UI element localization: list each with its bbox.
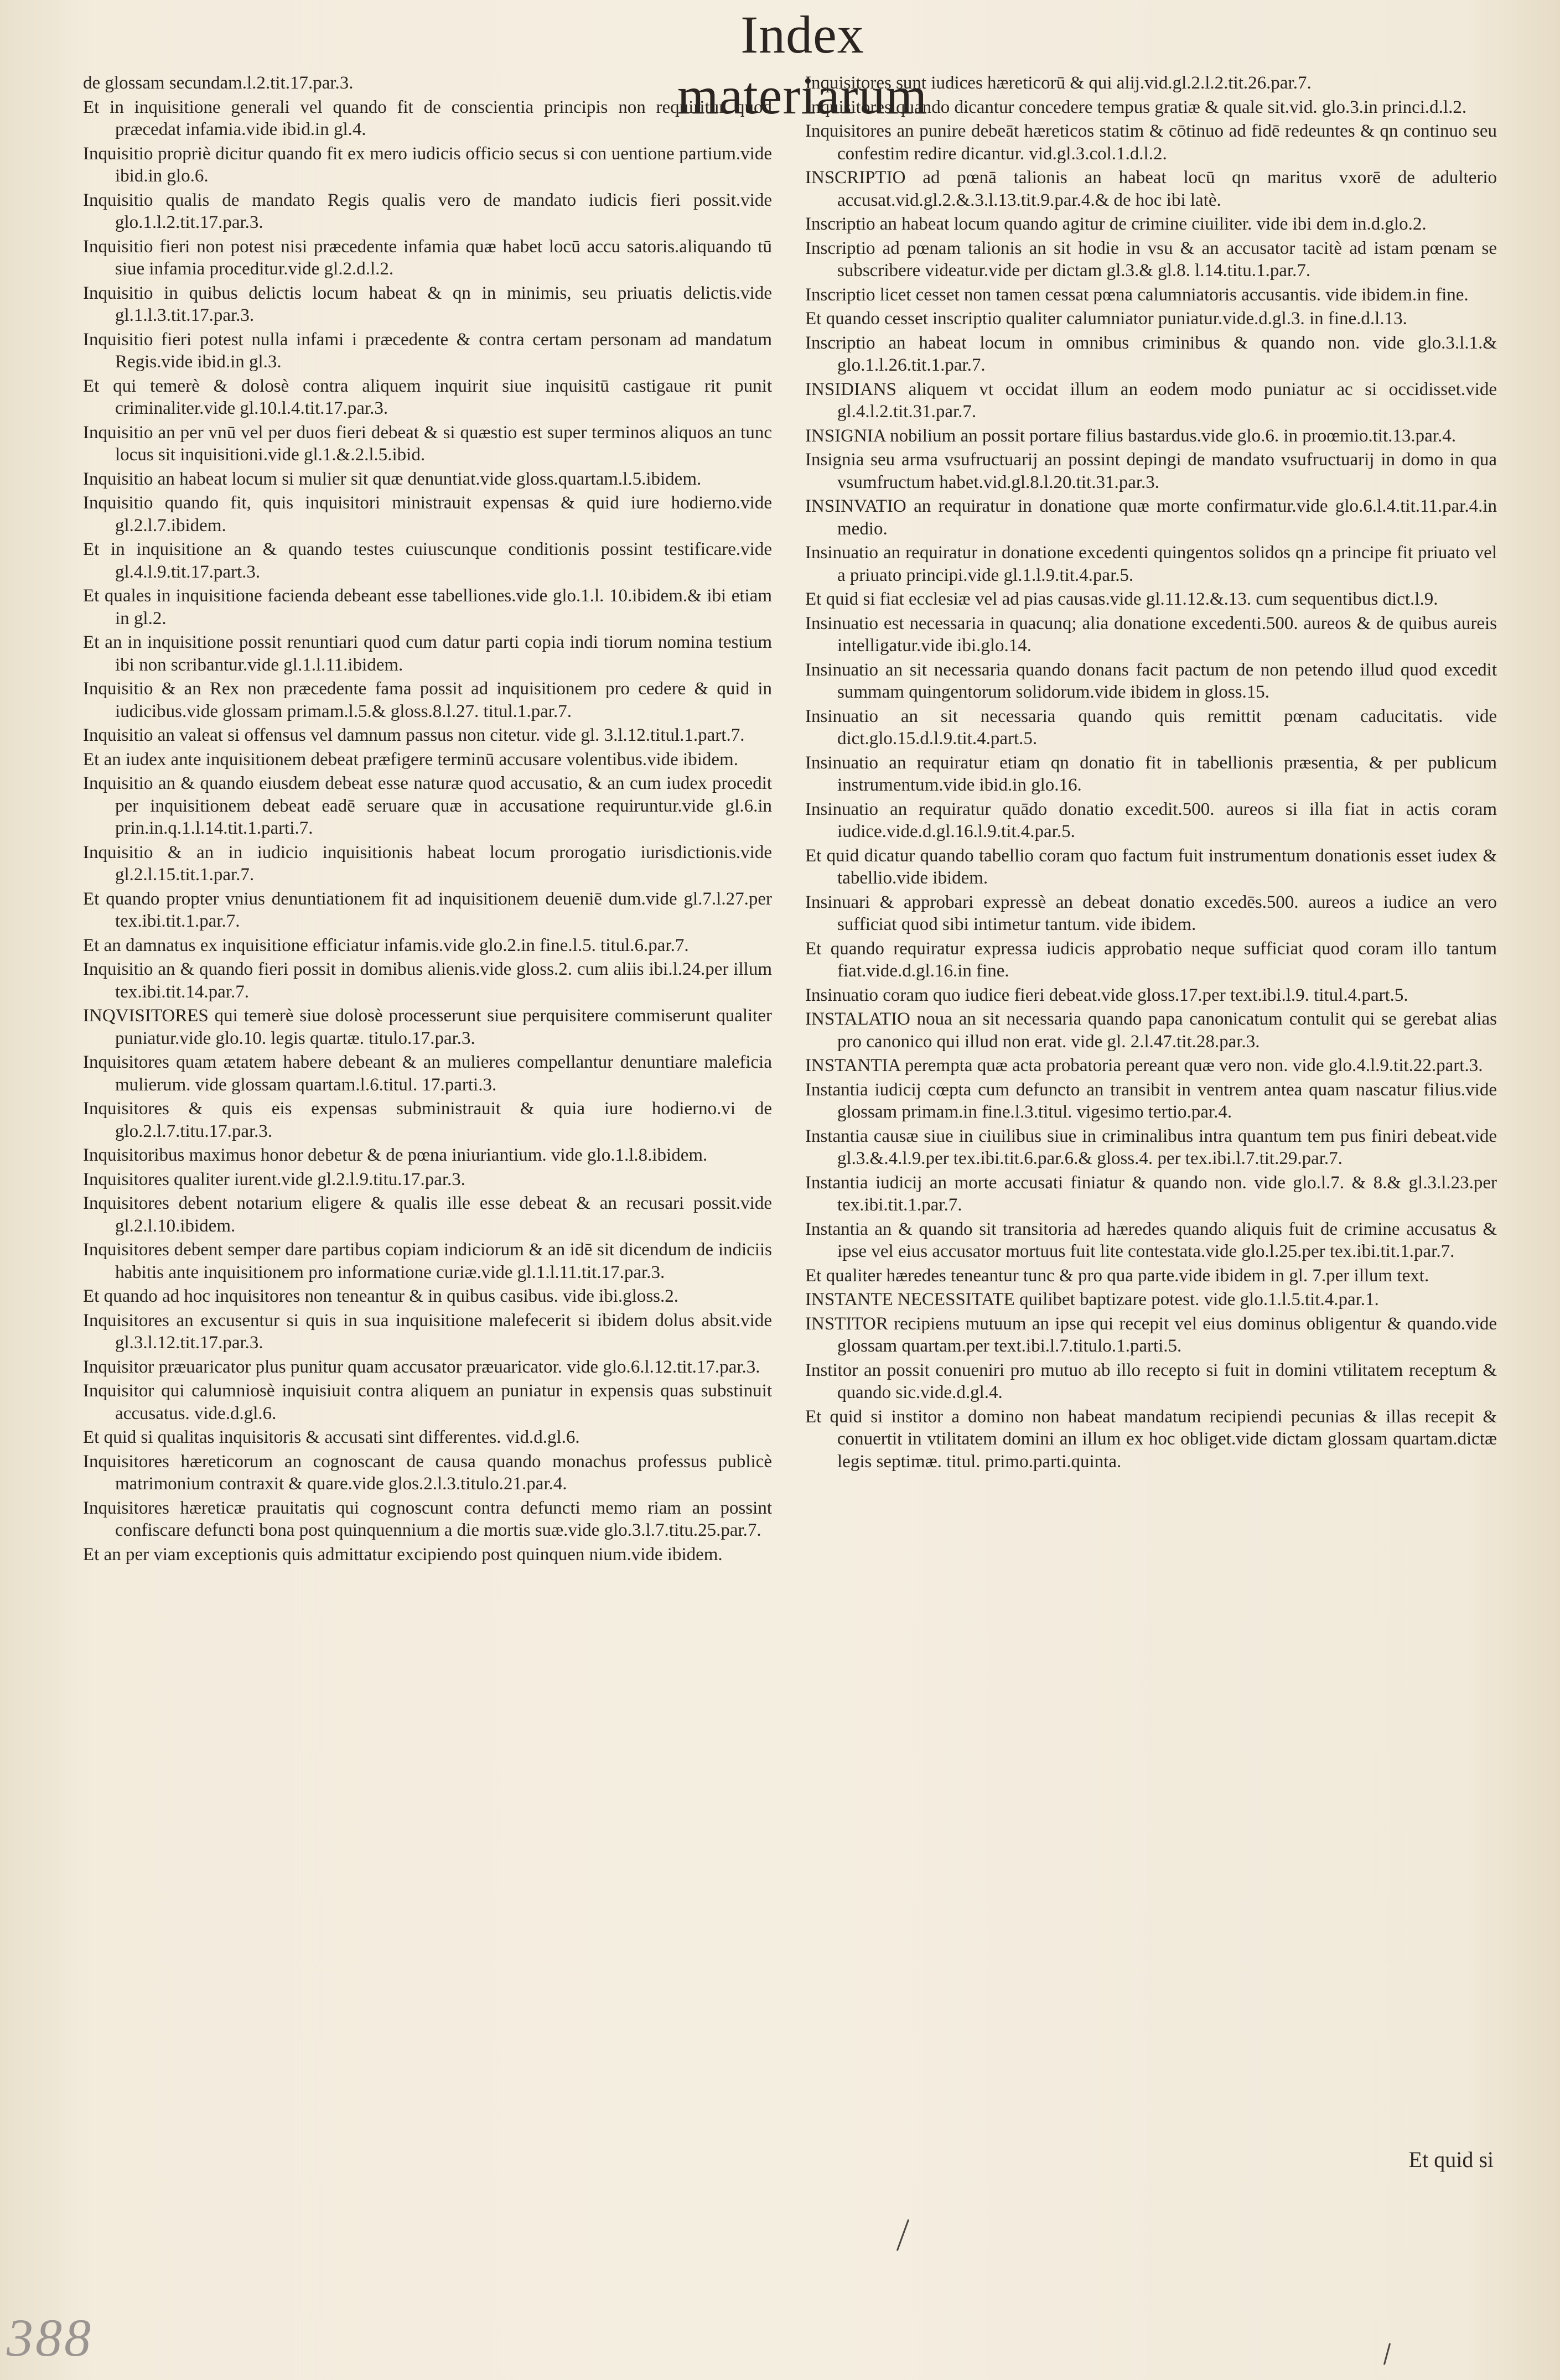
index-entry: INSINVATIO an requiratur in donatione quæ morte confirmatur.vide glo.6.l.4.tit.11.par.4.in medio.	[805, 496, 1497, 539]
index-entry: Inquisitio an & quando fieri possit in domibus alienis.vide gloss.2. cum aliis ibi.l.24.per illum tex.ibi.tit.14.par.7.	[83, 959, 772, 1002]
index-entry: INSIGNIA nobilium an possit portare filius bastardus.vide glo.6. in proœmio.tit.13.par.4.	[805, 425, 1456, 446]
catchword: Et quid si	[1408, 2147, 1494, 2172]
index-entry: Et an iudex ante inquisitionem debeat præfigere terminū accusare volentibus.vide ibidem.	[83, 749, 738, 770]
index-entry: Inquisitores debent semper dare partibus copiam indiciorum & an idē sit dicendum de indiciis habitis ante inquisitionem pro informatione curiæ.vide gl.1.l.11.tit.17.par.3.	[83, 1240, 772, 1282]
index-entry: Inquisitores quando dicantur concedere tempus gratiæ & quale sit.vid. glo.3.in princi.d.l.2.	[805, 97, 1467, 117]
index-entry: Et in inquisitione an & quando testes cuiuscunque conditionis possint testificare.vide gl.4.l.9.tit.17.part.3.	[83, 539, 772, 582]
index-entry: Inquisitores an excusentur si quis in sua inquisitione malefecerit si ibidem dolus absit.vide gl.3.l.12.tit.17.par.3.	[83, 1310, 772, 1353]
index-entry: Insignia seu arma vsufructuarij an possint depingi de mandato vsufructuarij in domo in qua vsumfructum habet.vid.gl.8.l.20.tit.31.par.3.	[805, 450, 1497, 492]
index-entry: Insinuatio an sit necessaria quando donans facit pactum de non petendo illud quod excedit summam quingentorum solidorum.vide ibidem in gloss.15.	[805, 659, 1497, 702]
index-entry: INQVISITORES qui temerè siue dolosè processerunt siue perquisitere commiserunt qualiter puniatur.vide glo.10. legis quartæ. titulo.17.par.3.	[83, 1006, 772, 1048]
index-entry: Et quales in inquisitione facienda debeant esse tabelliones.vide glo.1.l. 10.ibidem.& ibi etiam in gl.2.	[83, 586, 772, 628]
index-entry: Inquisitores & quis eis expensas subministrauit & quia iure hodierno.vi de glo.2.l.7.titu.17.par.3.	[83, 1099, 772, 1141]
index-entry: INSCRIPTIO ad pœnā talionis an habeat locū qn maritus vxorē de adulterio accusat.vid.gl.2.&.3.l.13.tit.9.par.4.& de hoc ibi latè.	[805, 168, 1497, 210]
index-entry: INSIDIANS aliquem vt occidat illum an eodem modo puniatur ac si occidisset.vide gl.4.l.2.tit.31.par.7.	[805, 379, 1497, 422]
index-entry: Inquisitores debent notarium eligere & qualis ille esse debeat & an recusari possit.vide gl.2.l.10.ibidem.	[83, 1193, 772, 1236]
index-entry: Instantia iudicij cœpta cum defuncto an transibit in ventrem antea quam nascatur filius.vide glossam primam.in fine.l.3.titul. vigesimo tertio.par.4.	[805, 1079, 1497, 1122]
index-entry: Instantia causæ siue in ciuilibus siue in criminalibus intra quantum tem pus finiri debeat.vide gl.3.&.4.l.9.per tex.ibi.tit.6.par.6.& gloss.4. per tex.ibi.l.7.tit.29.par.7.	[805, 1126, 1497, 1168]
index-entry: Insinuatio an requiratur etiam qn donatio fit in tabellionis præsentia, & per publicum instrumentum.vide ibid.in glo.16.	[805, 752, 1497, 795]
index-entry: Inquisitor præuaricator plus punitur quam accusator præuaricator. vide glo.6.l.12.tit.17.par.3.	[83, 1357, 760, 1377]
index-entry: Inquisitio fieri potest nulla infami i præcedente & contra certam personam ad mandatum Regis.vide ibid.in gl.3.	[83, 329, 772, 372]
index-entry: Et quando cesset inscriptio qualiter calumniator puniatur.vide.d.gl.3. in fine.d.l.13.	[805, 309, 1407, 329]
index-entry: Et quando ad hoc inquisitores non teneantur & in quibus casibus. vide ibi.gloss.2.	[83, 1286, 679, 1306]
index-entry: Et quid si institor a domino non habeat mandatum recipiendi pecunias & illas recepit & conuertit in vtilitatem domini an illum ex hoc obliget.vide dictam glossam quartam.dictæ legis septimæ. titul. primo.parti.quinta.	[805, 1406, 1497, 1472]
index-entry: Et an per viam exceptionis quis admittatur excipiendo post quinquen nium.vide ibidem.	[83, 1544, 723, 1565]
index-entry: Inquisitores hæreticorum an cognoscant de causa quando monachus professus publicè matrimonium contraxit & quare.vide glos.2.l.3.titulo.21.par.4.	[83, 1451, 772, 1494]
index-entry: Inquisitor qui calumniosè inquisiuit contra aliquem an puniatur in expensis quas substinuit accusatus. vide.d.gl.6.	[83, 1381, 772, 1423]
index-entry: Et quid si fiat ecclesiæ vel ad pias causas.vide gl.11.12.&.13. cum sequentibus dict.l.9.	[805, 589, 1438, 609]
index-entry: Inquisitio qualis de mandato Regis qualis vero de mandato iudicis fieri possit.vide glo.1.l.2.tit.17.par.3.	[83, 190, 772, 232]
index-entry: Inquisitio an & quando eiusdem debeat esse naturæ quod accusatio, & an cum iudex procedit per inquisitionem debeat eadē seruare quæ in accusatione requiruntur.vide gl.6.in prin.in.q.1.l.14.tit.1.parti.7.	[83, 773, 772, 838]
index-entry: Insinuatio coram quo iudice fieri debeat.vide gloss.17.per text.ibi.l.9. titul.4.part.5.	[805, 985, 1408, 1005]
index-entry: Inquisitores quam ætatem habere debeant & an mulieres compellantur denuntiare maleficia mulierum. vide glossam quartam.l.6.titul. 17.parti.3.	[83, 1052, 772, 1095]
index-entry: Et an in inquisitione possit renuntiari quod cum datur parti copia indi tiorum nomina testium ibi non scribantur.vide gl.1.l.11.ibidem.	[83, 632, 772, 675]
index-entry: Insinuatio an sit necessaria quando quis remittit pœnam caducitatis. vide dict.glo.15.d.l.9.tit.4.part.5.	[805, 706, 1497, 749]
index-entry: Inquisitio an valeat si offensus vel damnum passus non citetur. vide gl. 3.l.12.titul.1.part.7.	[83, 725, 745, 745]
index-entry: Et an damnatus ex inquisitione efficiatur infamis.vide glo.2.in fine.l.5. titul.6.par.7.	[83, 935, 689, 955]
index-entry: Et quando requiratur expressa iudicis approbatio neque sufficiat quod coram illo tantum fiat.vide.d.gl.16.in fine.	[805, 938, 1497, 981]
index-entry: Et in inquisitione generali vel quando fit de conscientia principis non requiritur quod præcedat infamia.vide ibid.in gl.4.	[83, 97, 772, 139]
index-entry: Insinuari & approbari expressè an debeat donatio excedēs.500. aureos a iudice an vero sufficiat quod sibi intimetur tantum. vide ibidem.	[805, 892, 1497, 934]
index-entry: Et quid si qualitas inquisitoris & accusati sint differentes. vid.d.gl.6.	[83, 1427, 580, 1447]
index-entry: Inquisitores an punire debeāt hæreticos statim & cōtinuo ad fidē redeuntes & qn continuo seu confestim redire dicantur. vid.gl.3.col.1.d.l.2.	[805, 121, 1497, 164]
index-entry: Inquisitio & an Rex non præcedente fama possit ad inquisitionem pro cedere & quid in iudicibus.vide glossam primam.l.5.& gloss.8.l.27. titul.1.par.7.	[83, 679, 772, 721]
page-title: Index materiarum	[677, 5, 928, 125]
handwritten-folio-number: 388	[7, 2308, 93, 2367]
index-entry: Insinuatio an requiratur in donatione excedenti quingentos solidos qn a principe fit priuato vel a priuato principi.vide gl.1.l.9.tit.4.par.5.	[805, 543, 1497, 585]
index-entry: Insinuatio an requiratur quādo donatio excedit.500. aureos si illa fiat in actis coram iudice.vide.d.gl.16.l.9.tit.4.par.5.	[805, 799, 1497, 841]
index-entry: Inscriptio licet cesset non tamen cessat pœna calumniatoris accusantis. vide ibidem.in fine.	[805, 284, 1469, 305]
index-entry: Institor an possit conueniri pro mutuo ab illo recepto si fuit in domini vtilitatem receptum & quando sic.vide.d.gl.4.	[805, 1360, 1497, 1402]
index-entry: INSTANTIA perempta quæ acta probatoria pereant quæ vero non. vide glo.4.l.9.tit.22.part.3.	[805, 1056, 1483, 1075]
index-entry: Inquisitores sunt iudices hæreticorū & qui alij.vid.gl.2.l.2.tit.26.par.7.	[805, 73, 1312, 93]
index-entry: INSTANTE NECESSITATE quilibet baptizare potest. vide glo.1.l.5.tit.4.par.1.	[805, 1290, 1379, 1309]
index-entry: Inquisitoribus maximus honor debetur & de pœna iniuriantium. vide glo.1.l.8.ibidem.	[83, 1145, 708, 1165]
index-entry: Instantia iudicij an morte accusati finiatur & quando non. vide glo.l.7. & 8.& gl.3.l.23.per tex.ibi.tit.1.par.7.	[805, 1172, 1497, 1215]
index-entry: Inquisitio propriè dicitur quando fit ex mero iudicis officio secus si con uentione partium.vide ibid.in glo.6.	[83, 143, 772, 186]
ink-stroke-mark	[1383, 2343, 1391, 2365]
index-entry: Inquisitio an habeat locum si mulier sit quæ denuntiat.vide gloss.quartam.l.5.ibidem.	[83, 469, 702, 489]
index-entry: Inquisitores qualiter iurent.vide gl.2.l.9.titu.17.par.3.	[83, 1169, 466, 1189]
index-entry: Inquisitio an per vnū vel per duos fieri debeat & si quæstio est super terminos aliquos an tunc locus sit inquisitioni.vide gl.1.&.2.l.5.ibid.	[83, 422, 772, 465]
index-entry: Instantia an & quando sit transitoria ad hæredes quando aliquis fuit de crimine accusatus & ipse vel eius accusator mortuus fuit lite contestata.vide glo.l.25.per tex.ibi.tit.1.par.7.	[805, 1219, 1497, 1261]
index-entry: de glossam secundam.l.2.tit.17.par.3.	[83, 73, 354, 93]
index-entry: Inscriptio ad pœnam talionis an sit hodie in vsu & an accusator tacitè ad istam pœnam se subscribere videatur.vide per dictam gl.3.& gl.8. l.14.titu.1.par.7.	[805, 238, 1497, 280]
index-entry: INSTITOR recipiens mutuum an ipse qui recepit vel eius dominus obligentur & quando.vide glossam quartam.per text.ibi.l.7.titulo.1.parti.5.	[805, 1313, 1497, 1356]
index-entry: Inquisitio quando fit, quis inquisitori ministrauit expensas & quid iure hodierno.vide gl.2.l.7.ibidem.	[83, 493, 772, 536]
index-entry: Inquisitores hæreticæ prauitatis qui cognoscunt contra defuncti memo riam an possint confiscare defuncti bona post quinquennium a die mortis suæ.vide glo.3.l.7.titu.25.par.7.	[83, 1498, 772, 1540]
right-column	[805, 72, 1497, 1474]
index-entry: Insinuatio est necessaria in quacunq; alia donatione excedenti.500. aureos & de quibus aureis intelligatur.vide ibi.glo.14.	[805, 613, 1497, 656]
ink-stroke-mark	[896, 2219, 909, 2251]
index-entry: Inquisitio in quibus delictis locum habeat & qn in minimis, seu priuatis delictis.vide gl.1.l.3.tit.17.par.3.	[83, 283, 772, 325]
index-entry: Et qualiter hæredes teneantur tunc & pro qua parte.vide ibidem in gl. 7.per illum text.	[805, 1265, 1429, 1286]
left-column	[83, 72, 772, 1567]
index-entry: Inscriptio an habeat locum in omnibus criminibus & quando non. vide glo.3.l.1.& glo.1.l.26.tit.1.par.7.	[805, 332, 1497, 375]
index-entry: Et quid dicatur quando tabellio coram quo factum fuit instrumentum donationis esset iudex & tabellio.vide ibidem.	[805, 845, 1497, 888]
index-entry: Et quando propter vnius denuntiationem fit ad inquisitionem deueniē dum.vide gl.7.l.27.per tex.ibi.tit.1.par.7.	[83, 888, 772, 931]
index-entry: Inquisitio & an in iudicio inquisitionis habeat locum prorogatio iurisdictionis.vide gl.2.l.15.tit.1.par.7.	[83, 842, 772, 885]
index-entry: Inquisitio fieri non potest nisi præcedente infamia quæ habet locū accu satoris.aliquando tū siue infamia proceditur.vide gl.2.d.l.2.	[83, 236, 772, 279]
index-entry: INSTALATIO noua an sit necessaria quando papa canonicatum contulit qui se gerebat alias pro canonico qui illud non erat. vide gl. 2.l.47.tit.28.par.3.	[805, 1009, 1497, 1052]
index-entry: Inscriptio an habeat locum quando agitur de crimine ciuiliter. vide ibi dem in.d.glo.2.	[805, 214, 1427, 234]
index-entry: Et qui temerè & dolosè contra aliquem inquirit siue inquisitū castigaue rit punit criminaliter.vide gl.10.l.4.tit.17.par.3.	[83, 376, 772, 418]
